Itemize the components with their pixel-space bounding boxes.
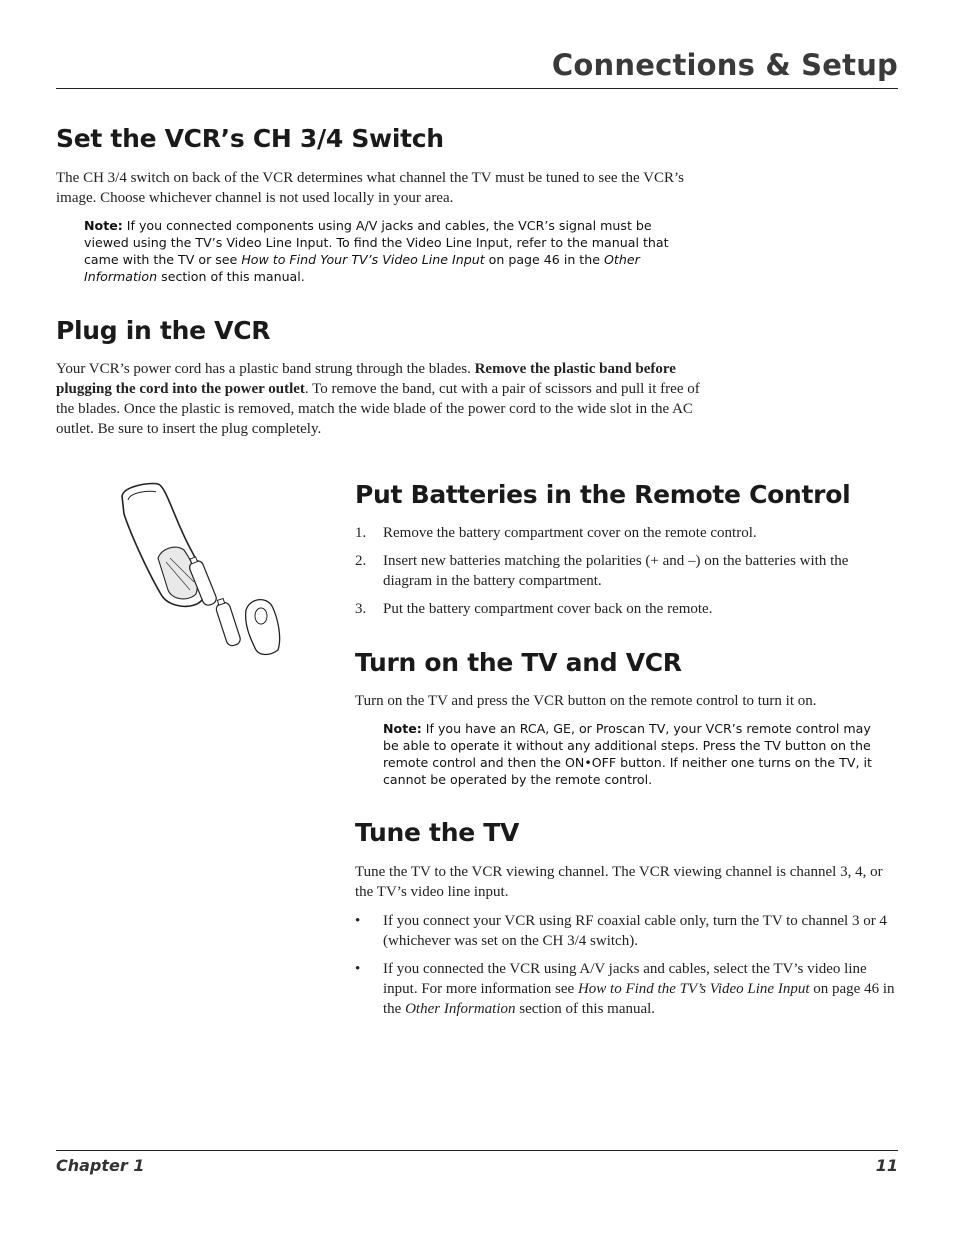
list-item-text: Insert new batteries matching the polarities (+ and –) on the batteries with the diagram in the battery compartment. <box>383 553 849 589</box>
note-label: Note: <box>383 721 422 736</box>
list-number: 2. <box>355 553 367 569</box>
section-plug <box>56 316 716 439</box>
note-text: If you have an RCA, GE, or Proscan TV, your VCR’s remote control may be able to operate it without any additional steps. Press the TV button on the remote control and then the ON•OFF button. If neither one turns on the TV, it cannot be operated by the remote control. <box>383 721 872 787</box>
note-reference: How to Find Your TV’s Video Line Input <box>241 252 485 267</box>
battery-steps-list <box>355 523 895 619</box>
footer-chapter: Chapter 1 <box>56 1156 145 1175</box>
list-item <box>355 551 895 591</box>
remote-battery-illustration <box>110 478 300 658</box>
tune-bullets-list <box>355 911 895 1019</box>
section-body: Turn on the TV and press the VCR button on the remote control to turn it on. <box>355 693 817 709</box>
bullet-icon: • <box>355 961 361 977</box>
list-item-text: Remove the battery compartment cover on the remote control. <box>383 525 757 541</box>
page-header-title: Connections & Setup <box>551 48 898 82</box>
list-item <box>355 911 895 951</box>
text-run: section of this manual. <box>515 1001 656 1017</box>
note-text: on page 46 in the <box>484 252 604 267</box>
note-text: If you connected components using A/V jacks and cables, the VCR’s signal must be viewed using the TV’s Video Line Input. To find the Video Line Input, refer to the manual that came with the TV or see <box>84 218 669 267</box>
reference-text: Other Information <box>405 1001 516 1017</box>
body-text: Your VCR’s power cord has a plastic band strung through the blades. <box>56 361 475 377</box>
text-run: If you connected the VCR using A/V jacks and cables, select the TV’s video line input. For more information see <box>383 961 867 997</box>
section-body: The CH 3/4 switch on back of the VCR determines what channel the TV must be tuned to see the VCR’s image. Choose whichever channel is not used locally in your area. <box>56 170 684 206</box>
bullet-icon: • <box>355 913 361 929</box>
list-item-text <box>383 961 894 1017</box>
reference-text: How to Find the TV’s Video Line Input <box>577 981 810 997</box>
section-heading: Tune the TV <box>355 818 520 847</box>
text-run: on page 46 in the <box>383 981 895 1017</box>
section-heading: Turn on the TV and VCR <box>355 648 682 677</box>
list-item-text: Put the battery compartment cover back on the remote. <box>383 601 713 617</box>
section-ch34 <box>56 124 706 285</box>
note-paragraph <box>84 217 684 285</box>
note-paragraph <box>383 720 883 788</box>
section-tune <box>355 818 895 1027</box>
footer-page-number: 11 <box>875 1156 898 1175</box>
list-item <box>355 599 895 619</box>
section-turn-on <box>355 648 895 788</box>
footer-rule <box>56 1150 898 1151</box>
section-body: Tune the TV to the VCR viewing channel. The VCR viewing channel is channel 3, 4, or the TV’s video line input. <box>355 864 883 900</box>
body-text: . To remove the band, cut with a pair of scissors and pull it free of the blades. Once the plastic is removed, match the wide blade of the power cord to the wide slot in the AC outlet. Be sure to insert the plug completely. <box>56 381 700 437</box>
section-heading: Plug in the VCR <box>56 316 271 345</box>
list-item-text: If you connect your VCR using RF coaxial cable only, turn the TV to channel 3 or 4 (whichever was set on the CH 3/4 switch). <box>383 913 887 949</box>
note-text: section of this manual. <box>157 269 305 284</box>
remote-control-icon <box>110 478 300 658</box>
section-batteries <box>355 480 895 627</box>
section-heading: Put Batteries in the Remote Control <box>355 480 851 509</box>
note-reference: Other Information <box>84 252 640 284</box>
list-number: 1. <box>355 525 367 541</box>
list-item <box>355 959 895 1019</box>
section-heading: Set the VCR’s CH 3/4 Switch <box>56 124 444 153</box>
body-emphasis: Remove the plastic band before plugging the cord into the power outlet <box>56 361 676 397</box>
list-item <box>355 523 895 543</box>
header-rule <box>56 88 898 89</box>
section-body <box>56 359 716 439</box>
list-number: 3. <box>355 601 367 617</box>
note-label: Note: <box>84 218 123 233</box>
